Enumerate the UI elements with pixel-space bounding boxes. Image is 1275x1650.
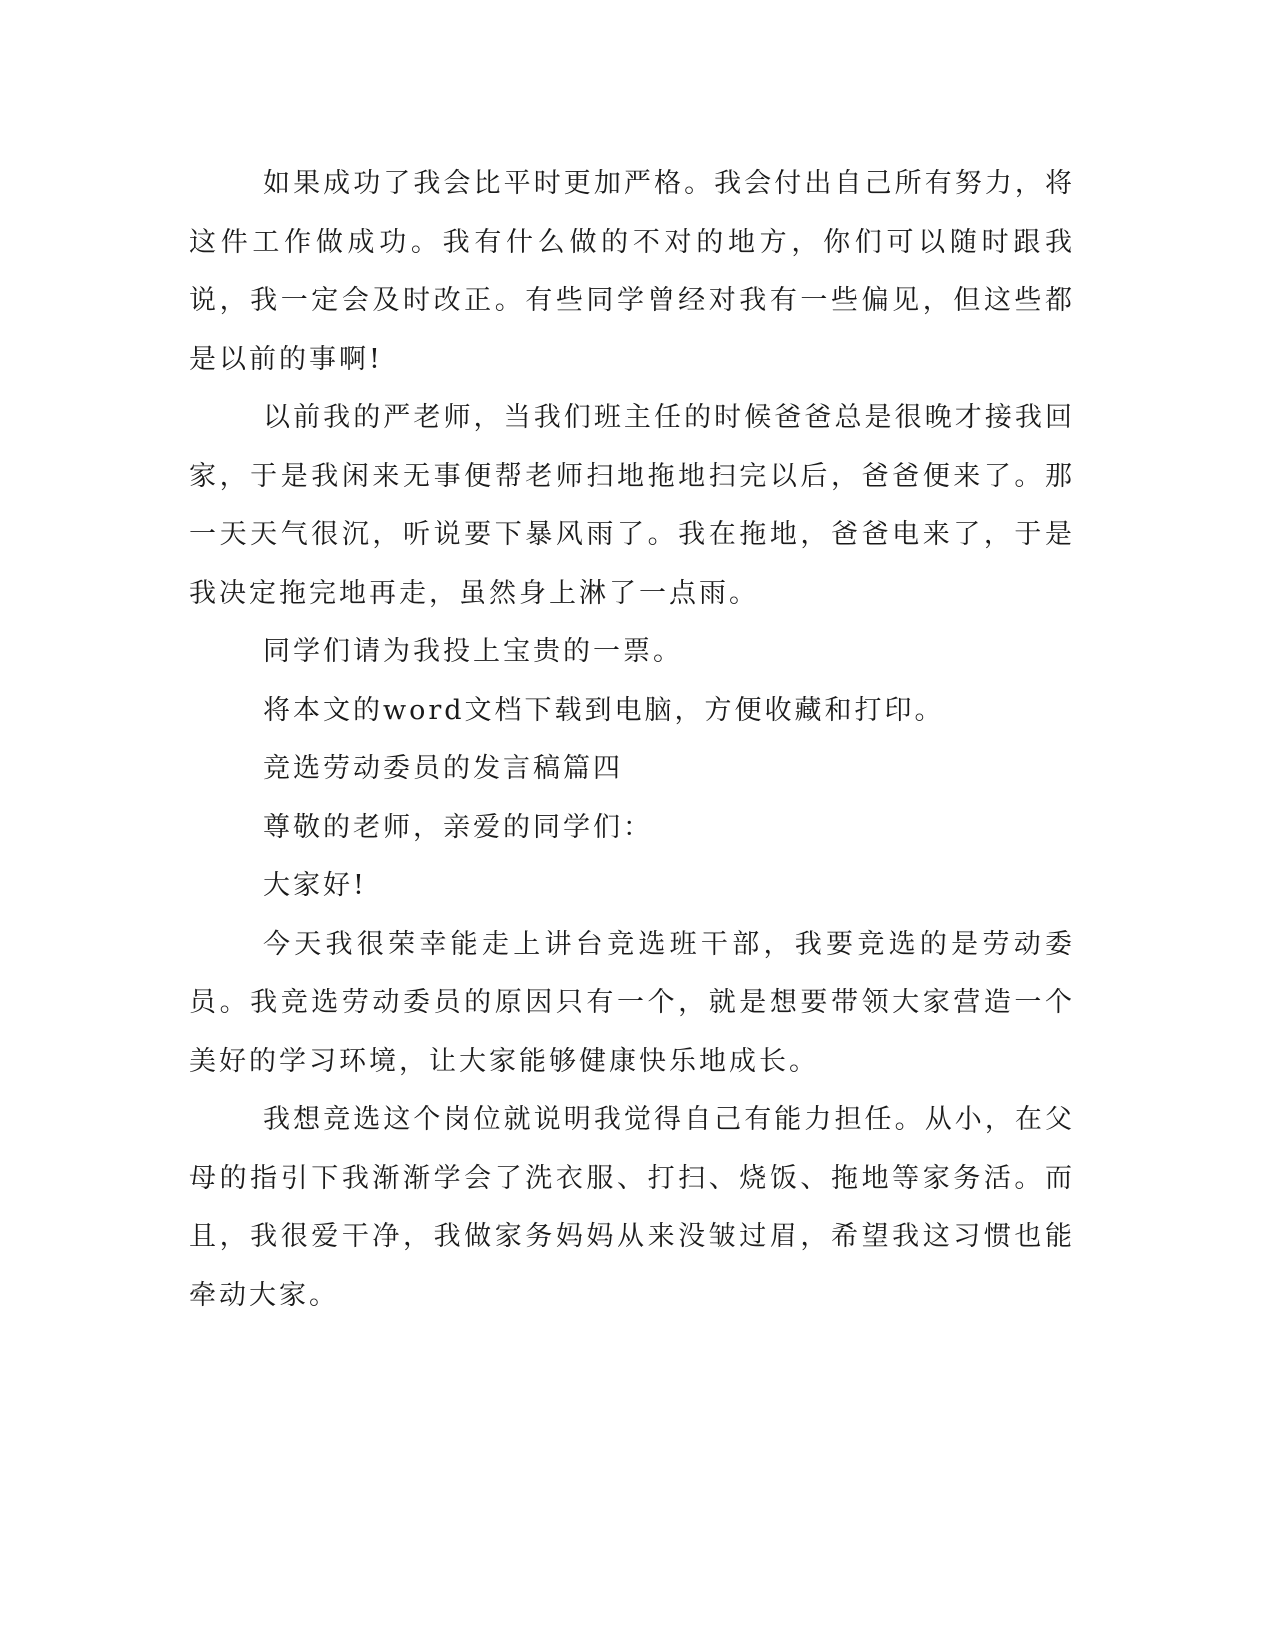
paragraph-teacher-story: 以前我的严老师，当我们班主任的时候爸爸总是很晚才接我回家，于是我闲来无事便帮老师扫地拖地扫完以后，爸爸便来了。那一天天气很沉，听说要下暴风雨了。我在拖地，爸爸电来了，于是我决定拖完地再走，虽然身上淋了一点雨。: [189, 402, 1075, 609]
paragraph-success-promise: 如果成功了我会比平时更加严格。我会付出自己所有努力，将这件工作做成功。我有什么做的不对的地方，你们可以随时跟我说，我一定会及时改正。有些同学曾经对我有一些偏见，但这些都是以前的事啊!: [189, 168, 1075, 375]
paragraph-introduction: 今天我很荣幸能走上讲台竞选班干部，我要竞选的是劳动委员。我竞选劳动委员的原因只有一个，就是想要带领大家营造一个美好的学习环境，让大家能够健康快乐地成长。: [189, 928, 1075, 1077]
salutation: 尊敬的老师，亲爱的同学们：: [263, 811, 653, 843]
paragraph-vote-request: 同学们请为我投上宝贵的一票。: [263, 636, 683, 667]
paragraph-download-note: 将本文的word文档下载到电脑，方便收藏和打印。: [263, 694, 945, 726]
paragraph-ability: 我想竞选这个岗位就说明我觉得自己有能力担任。从小，在父母的指引下我渐渐学会了洗衣服、打扫、烧饭、拖地等家务活。而且，我很爱干净，我做家务妈妈从来没皱过眉，希望我这习惯也能牵动大家。: [189, 1104, 1075, 1311]
greeting: 大家好!: [263, 870, 367, 901]
document-body: [189, 155, 1075, 1325]
section-title: 竞选劳动委员的发言稿篇四: [263, 753, 623, 784]
